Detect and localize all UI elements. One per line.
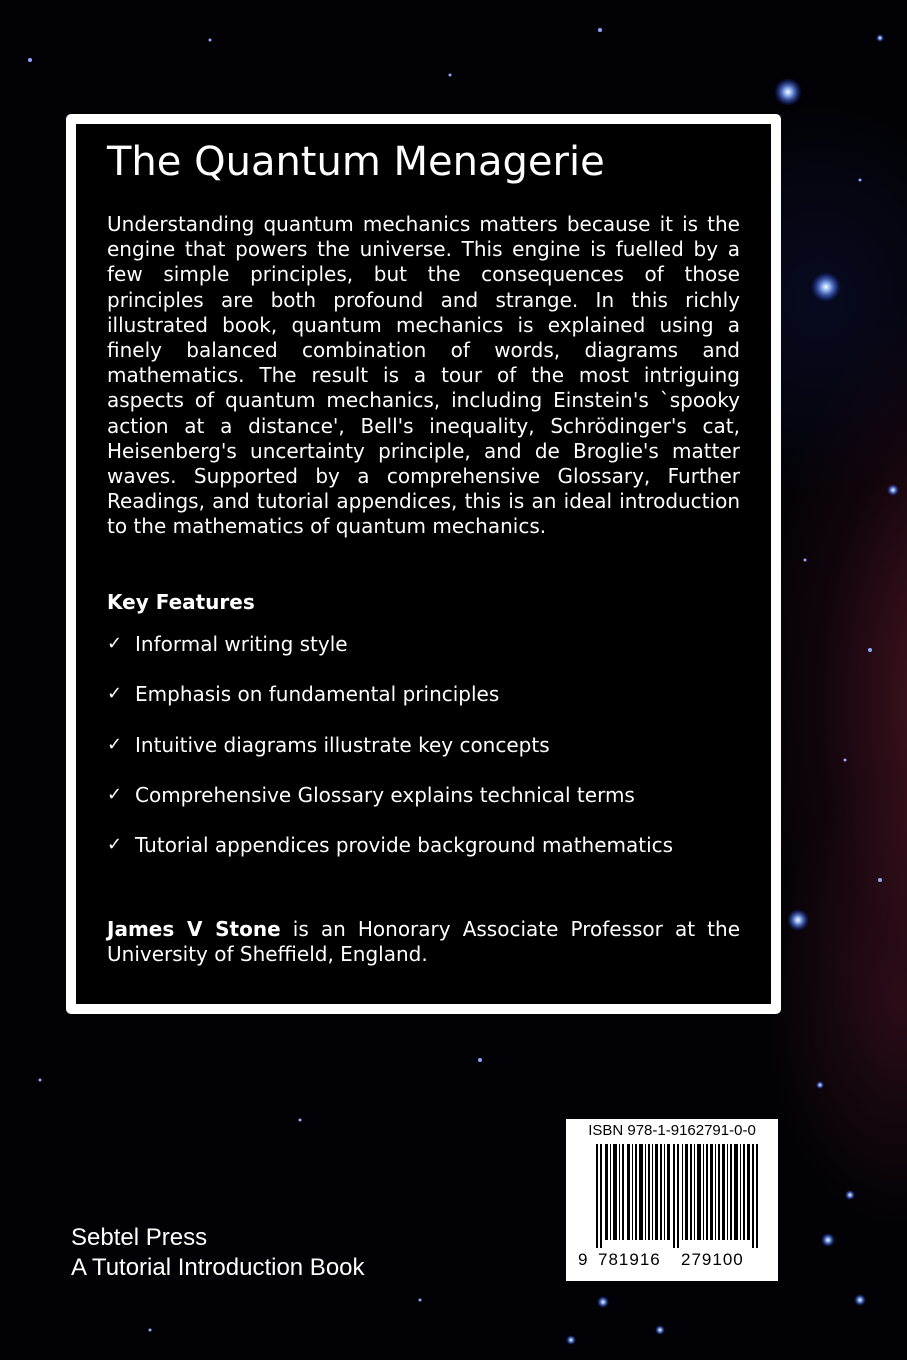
- book-title: The Quantum Menagerie: [107, 139, 605, 185]
- checkmark-icon: ✓: [107, 683, 123, 705]
- publisher-block: [71, 1223, 365, 1283]
- list-item: [107, 831, 747, 881]
- author-bio-text: is an Honorary Associate Professor at the University of Sheffield, England.: [107, 917, 740, 967]
- feature-text: Emphasis on fundamental principles: [135, 682, 500, 707]
- barcode-digit-first: 9: [578, 1250, 589, 1269]
- author-bio: [107, 917, 740, 967]
- feature-text: Intuitive diagrams illustrate key concepts: [135, 732, 550, 757]
- list-item: [107, 680, 747, 730]
- series-name: A Tutorial Introduction Book: [71, 1254, 365, 1281]
- list-item: [107, 731, 747, 781]
- list-item: [107, 781, 747, 831]
- list-item: [107, 630, 747, 680]
- checkmark-icon: ✓: [107, 783, 123, 805]
- key-features-list: [107, 630, 747, 881]
- checkmark-icon: ✓: [107, 633, 123, 654]
- publisher-name: Sebtel Press: [71, 1224, 208, 1251]
- feature-text: Informal writing style: [135, 632, 348, 656]
- feature-text: Comprehensive Glossary explains technical terms: [135, 782, 635, 807]
- book-blurb: Understanding quantum mechanics matters because it is the engine that powers the universe. This engine is fuelled by a few simple principles, but the consequences of those principles are both profound and strange. In this richly illustrated book, quantum mechanics is explained using a finely balanced combination of words, diagrams and mathematics. The result is a tour of the most intriguing aspects of quantum mechanics, including Einstein's `spooky action at a distance', Bell's inequality, Schrödinger's cat, Heisenberg's uncertainty principle, and de Broglie's matter waves. Supported by a comprehensive Glossary, Further Readings, and tutorial appendices, this is an ideal introduction to the mathematics of quantum mechanics.: [107, 212, 740, 539]
- barcode-digits-right: 279100: [681, 1250, 744, 1269]
- barcode-digits-left: 781916: [598, 1250, 661, 1269]
- checkmark-icon: ✓: [107, 733, 123, 755]
- author-name: James V Stone: [107, 917, 281, 941]
- checkmark-icon: ✓: [107, 834, 123, 856]
- isbn-barcode: [566, 1119, 778, 1281]
- barcode-bars: [576, 1144, 768, 1248]
- key-features-heading: Key Features: [107, 590, 255, 614]
- isbn-label: ISBN 978-1-9162791-0-0: [588, 1122, 756, 1139]
- feature-text: Tutorial appendices provide background mathematics: [135, 833, 674, 858]
